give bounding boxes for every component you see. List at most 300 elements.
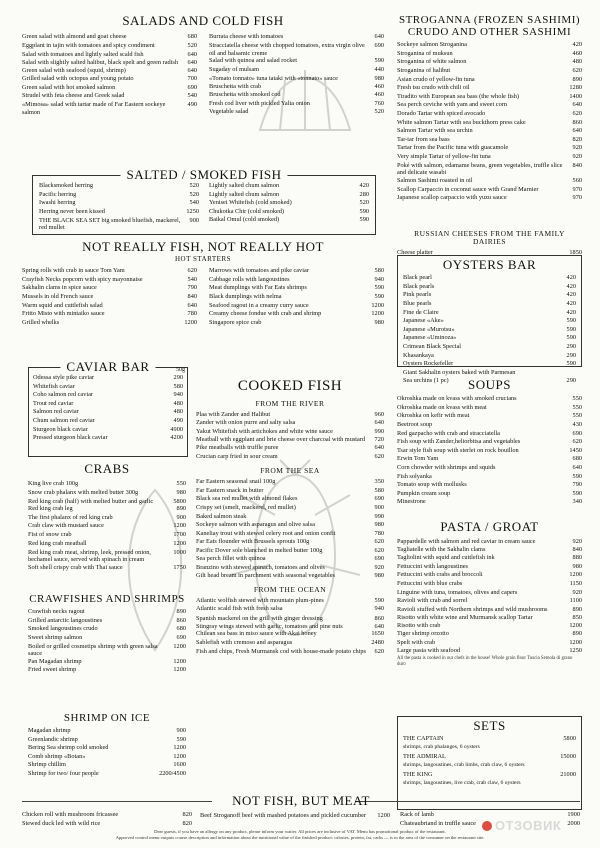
menu-item: [28, 642, 186, 657]
watermark: [482, 818, 561, 833]
menu-item-name: Okroshka made on kvass with smoked crucians: [397, 395, 517, 403]
menu-item-price: 550: [572, 412, 582, 420]
meat-mid-list: [200, 811, 390, 828]
menu-item-name: Sugaday of mulsam: [209, 65, 260, 73]
menu-item-price: 1200: [569, 621, 582, 629]
menu-item-name: «Mimosa» salad with tartar made of Far Eastern sockeye salmon: [22, 101, 166, 116]
menu-item: [397, 438, 582, 447]
menu-item-name: Blacksmoked herring: [39, 182, 94, 189]
menu-item: [403, 360, 576, 369]
menu-item: [28, 505, 186, 514]
salted-left-list: [39, 182, 199, 232]
menu-item: [28, 770, 186, 779]
menu-item-name: Cabbage rolls with langoustines: [209, 275, 290, 283]
sets-title: SETS: [473, 718, 506, 733]
menu-item-name: Sablefish with cremoso and asparagus: [196, 639, 293, 647]
menu-item-name: Seafood ragout in a creamy curry sauce: [209, 301, 309, 309]
menu-item-name: Crucian carp fried in sour cream: [196, 452, 278, 460]
menu-item: [28, 744, 186, 753]
menu-item-name: Stroganina of white salmon: [397, 58, 467, 66]
menu-item-price: 640: [187, 58, 197, 66]
menu-item-name: Warm squid and cuttlefish salad: [22, 301, 103, 309]
menu-item: [397, 421, 582, 430]
menu-item-price: 550: [572, 403, 582, 411]
menu-item: [397, 177, 582, 186]
menu-item-name: Erwin Tom Yam: [397, 455, 439, 463]
menu-item-price: 690: [374, 495, 384, 503]
menu-item-name: Sweet shrimp salmon: [28, 633, 83, 641]
menu-item-name: Green salad with seafood (squid, shrimp): [22, 66, 126, 74]
pasta-section: [397, 520, 582, 667]
menu-item: [209, 276, 384, 285]
menu-item-price: 1200: [173, 642, 186, 650]
menu-item-price: 640: [572, 127, 582, 135]
soups-title: SOUPS: [468, 377, 511, 392]
menu-item-name: Dorado Tartar with spiced avocado: [397, 109, 486, 117]
set-item-description: shrimps, langoustines, crab limbs, crab claw, 6 oysters: [403, 761, 525, 768]
menu-item-name: Fish soup with Zander,heliorbitsa and vegetables: [397, 438, 521, 446]
menu-item-name: Bruschetta with smoked cod: [209, 91, 281, 99]
menu-item-price: 700: [187, 75, 197, 83]
menu-item-name: Boiled or grilled cosmetips shrimp with green salsa sauce: [28, 642, 158, 658]
menu-item: [209, 108, 384, 117]
menu-item-name: Magadan shrimp: [28, 727, 71, 735]
ocean-list: [196, 597, 384, 656]
menu-item: [196, 605, 384, 614]
shrimp-ice-list: [28, 727, 186, 779]
salted-right-list: [209, 182, 369, 232]
menu-item-name: Pappardelle with salmon and red caviar in cream sauce: [397, 537, 536, 545]
menu-item: [22, 284, 197, 293]
menu-item-name: Branzino with stewed spinach, tomatoes and olives: [196, 563, 325, 571]
menu-item-name: Fresh tsu crudo with chili oil: [397, 84, 470, 92]
menu-item-name: Pressed sturgeon black caviar: [33, 434, 108, 442]
sets-list: [398, 733, 581, 786]
menu-item-name: Fettuccini with crabs and broccoli: [397, 571, 483, 579]
menu-item: [403, 317, 576, 326]
menu-item-price: 520: [189, 190, 199, 198]
menu-item-name: Grilled whelks: [22, 318, 60, 326]
menu-item: [22, 42, 197, 50]
menu-item-name: Chilean sea bass in miso sauce with Akai honey: [196, 630, 317, 638]
menu-item: [209, 91, 384, 100]
menu-item: [33, 383, 183, 392]
menu-item-name: Rack of lamb: [400, 811, 434, 819]
menu-item: [22, 267, 197, 276]
menu-item-name: Stingray wings stewed with garlic, tomatoes and pine nuts: [196, 622, 343, 630]
menu-item-price: 620: [374, 547, 384, 555]
menu-item-name: Giant Sakhalin oysters baked with Parmesan: [403, 368, 516, 376]
menu-item: [28, 753, 186, 762]
menu-item: [403, 300, 576, 309]
menu-item-name: Sea urchins (1 pc): [403, 377, 449, 385]
menu-item-price: 580: [374, 486, 384, 494]
menu-item-name: Whitefish caviar: [33, 382, 75, 390]
menu-item: [397, 490, 582, 499]
pasta-list: [397, 537, 582, 656]
menu-item-price: 890: [572, 605, 582, 613]
menu-item-name: Kaneliay trout with stewed celery root and onion confit: [196, 530, 336, 538]
menu-item-price: 340: [572, 498, 582, 506]
menu-item-name: Risotto with white wine and Murmansk scallop Tartar: [397, 613, 533, 621]
menu-item-name: Herring never been kissed: [39, 207, 105, 215]
menu-item: [196, 547, 384, 555]
menu-item-name: Trout red caviar: [33, 399, 74, 407]
menu-item-name: Green salad with hot smoked salmon: [22, 83, 116, 91]
crabs-section: [28, 462, 186, 572]
menu-item-name: Green salad with almond and goat cheese: [22, 33, 127, 41]
menu-item-price: 2480: [371, 639, 384, 647]
menu-item-price: 900: [176, 513, 186, 521]
caviar-unit: 50g: [176, 367, 185, 373]
menu-item-price: 5800: [563, 735, 576, 743]
menu-item-price: 490: [187, 101, 197, 109]
menu-item-name: Crimean Black Special: [403, 343, 462, 351]
stroganina-subtitle: CRUDO AND OTHER SASHIMI: [407, 26, 572, 39]
menu-item-price: 920: [572, 152, 582, 160]
menu-item: [28, 489, 186, 497]
menu-item-price: 970: [572, 193, 582, 201]
menu-item: [209, 199, 369, 208]
menu-item-name: Minestrone: [397, 498, 426, 506]
menu-item: [397, 622, 582, 631]
menu-item-price: 1450: [569, 446, 582, 454]
set-item: [403, 735, 576, 750]
menu-item: [28, 634, 186, 643]
menu-item-name: Fettuccini with blue crabs: [397, 579, 463, 587]
menu-item-price: 540: [189, 199, 199, 207]
menu-item: [196, 530, 384, 538]
menu-item-name: Fresh cod liver with pickled Yalta onion: [209, 99, 310, 107]
menu-item-name: Okroshka made on kvass with meat: [397, 403, 487, 411]
menu-item-price: 21000: [560, 771, 576, 779]
menu-item-price: 940: [374, 275, 384, 283]
menu-item-name: Snow crab phalanx with melted butter 300g: [28, 489, 139, 497]
menu-item-name: Greenlandic shrimp: [28, 735, 78, 743]
menu-item-name: Pacific herring: [39, 190, 77, 198]
menu-item-price: 820: [182, 811, 192, 819]
menu-item: [403, 274, 576, 283]
menu-item-price: 1700: [173, 531, 186, 539]
watermark-logo-icon: [482, 821, 492, 831]
menu-item: [28, 522, 186, 531]
menu-item-price: 760: [374, 99, 384, 107]
menu-item-name: Smoked langoustines crudo: [28, 625, 98, 633]
menu-item: [403, 352, 576, 361]
menu-item: [403, 771, 576, 780]
menu-item-price: 420: [566, 300, 576, 308]
menu-item: [397, 136, 582, 145]
menu-item: [28, 736, 186, 745]
menu-item-name: Stroganina of halibut: [397, 66, 451, 74]
menu-item-price: 420: [566, 291, 576, 299]
menu-item: [209, 191, 369, 200]
menu-item-price: 590: [566, 334, 576, 342]
menu-item-price: 290: [566, 377, 576, 385]
menu-item-name: Atlantic wolfish stewed with mountain plum-pines: [196, 596, 324, 604]
menu-item-price: 840: [572, 545, 582, 553]
menu-item-name: Sockeye salmon Stroganina: [397, 41, 467, 49]
menu-item: [22, 84, 197, 93]
menu-item-price: 640: [187, 50, 197, 58]
menu-item-price: 890: [572, 75, 582, 83]
menu-item: [397, 473, 582, 482]
menu-item: [39, 199, 199, 208]
hot-starters-right-list: [209, 267, 384, 327]
menu-item-name: Tiradito with European sea bass (the whole fish): [397, 92, 520, 100]
menu-item: [196, 648, 384, 656]
menu-item-price: 680: [176, 625, 186, 633]
menu-item-name: Stewed duck led with wild rice: [22, 819, 101, 827]
menu-item: [22, 302, 197, 311]
menu-item-price: 520: [359, 199, 369, 207]
hot-starters-section: [22, 240, 384, 327]
menu-item-price: 680: [572, 455, 582, 463]
menu-item: [33, 408, 183, 417]
menu-item-name: THE ADMIRAL: [403, 753, 446, 761]
soups-list: [397, 395, 582, 507]
menu-item: [209, 83, 384, 92]
menu-item-price: 2200/4500: [159, 770, 186, 778]
menu-item-price: 580: [173, 382, 183, 390]
meat-left-list: [22, 811, 192, 828]
menu-item-price: 1280: [569, 84, 582, 92]
menu-item-price: 880: [572, 554, 582, 562]
menu-item-name: Black dumplings with nelma: [209, 293, 282, 301]
menu-item-price: 420: [566, 282, 576, 290]
menu-item: [209, 100, 384, 109]
menu-item-price: 590: [374, 596, 384, 604]
menu-item: [397, 404, 582, 413]
menu-item: [397, 153, 582, 162]
menu-item-name: Soft shell crispy crab with Thai sauce: [28, 563, 123, 571]
menu-item: [397, 144, 582, 153]
menu-item: [28, 540, 186, 549]
salads-section: [22, 14, 384, 117]
menu-item-price: 1650: [371, 630, 384, 638]
menu-item: [196, 513, 384, 522]
menu-item-name: Gilt head bream in parchment with seasonal vegetables: [196, 572, 336, 580]
menu-item-price: 980: [374, 572, 384, 580]
menu-item-name: Lightly salted chum salmon: [209, 182, 280, 189]
menu-item: [196, 419, 384, 428]
crabs-title: CRABS: [84, 461, 130, 476]
menu-item-price: 5800: [173, 497, 186, 505]
menu-item-name: Yenisei Whitefish (cold smoked): [209, 199, 292, 207]
menu-item-price: 1200: [371, 301, 384, 309]
menu-item: [196, 563, 384, 571]
menu-item-price: 590: [374, 293, 384, 301]
menu-item: [397, 639, 582, 648]
menu-item-name: Fried sweet shrimp: [28, 666, 77, 674]
menu-item-price: 440: [374, 65, 384, 73]
menu-item: [196, 622, 384, 630]
menu-item: [209, 33, 384, 42]
sea-list: [196, 478, 384, 580]
menu-item: [397, 605, 582, 613]
menu-item-name: Chicken roll with mushroom fricassee: [22, 811, 119, 819]
menu-item-price: 640: [572, 101, 582, 109]
menu-item-price: 350: [374, 478, 384, 486]
river-title: FROM THE RIVER: [255, 398, 325, 408]
menu-item-price: 640: [374, 444, 384, 452]
menu-item-price: 540: [187, 275, 197, 283]
footer-line-1: Dear guests, if you have an allergy on any product, please inform your waiter. All prices are inclusive of VAT. Menu has promotional product of the restaurant.: [154, 829, 446, 834]
menu-item-name: Fist of snow crab: [28, 531, 72, 539]
menu-item-name: Japanese scallop carpaccio with yuzu sauce: [397, 193, 507, 201]
salted-title: SALTED / SMOKED FISH: [120, 168, 287, 182]
menu-item-name: Tiger shrimp orzotto: [397, 630, 449, 638]
menu-item-price: 420: [566, 308, 576, 316]
menu-item-name: The first phalanx of red king crab: [28, 513, 113, 521]
menu-item-name: Red king crab (half) with melted butter and garlic: [28, 497, 154, 505]
menu-item-name: White salmon Tartar with sea buckthorn press cake: [397, 118, 526, 126]
menu-item: [209, 216, 369, 225]
menu-item: [403, 326, 576, 335]
menu-item-price: 590: [374, 284, 384, 292]
menu-item-name: Grilled antarctic langoustines: [28, 616, 103, 624]
menu-item-name: Japanese «Ake»: [403, 317, 444, 325]
menu-item: [397, 571, 582, 580]
menu-item-name: Black pearls: [403, 282, 435, 290]
menu-item-name: Asian crudo of yellow-fin tuna: [397, 75, 475, 83]
menu-item-price: 4200: [170, 434, 183, 442]
menu-item-price: 550: [572, 395, 582, 403]
menu-item: [33, 400, 183, 409]
menu-item-name: Pike meatballs with truffle puree: [196, 444, 279, 452]
menu-item-name: Black sea red mullet with almond flakes: [196, 495, 298, 503]
menu-item: [397, 50, 582, 59]
hot-starters-title: NOT REALLY FISH, NOT REALLY HOT: [82, 239, 324, 254]
menu-item: [28, 617, 186, 626]
menu-item-price: 890: [176, 608, 186, 616]
menu-item-price: 1200: [173, 522, 186, 530]
soups-section: [397, 378, 582, 507]
menu-item-price: 640: [374, 419, 384, 427]
menu-item: [28, 666, 186, 675]
stroganina-section: [397, 14, 582, 202]
salads-left-list: [22, 33, 197, 117]
menu-item-name: Chateaubriand in truffle sauce: [400, 819, 476, 827]
menu-item-name: THE CAPTAIN: [403, 735, 444, 743]
menu-item-price: 940: [374, 605, 384, 613]
menu-item-price: 890: [176, 505, 186, 513]
menu-item-price: 580: [374, 267, 384, 275]
menu-item-name: Plaa with Zander and Halibut: [196, 410, 271, 418]
menu-item: [403, 334, 576, 343]
menu-item-name: Beef Stroganoff beef with mashed potatoes and pickled cucumber: [200, 811, 366, 819]
menu-item-price: 540: [187, 92, 197, 100]
menu-item-name: Baikal Omul (cold smoked): [209, 216, 280, 224]
menu-item-price: 620: [572, 66, 582, 74]
menu-item: [397, 127, 582, 136]
menu-item: [397, 58, 582, 67]
menu-item: [397, 546, 582, 555]
menu-item: [209, 182, 369, 191]
menu-item-price: 720: [374, 436, 384, 444]
menu-item-name: Meatball with eggplant and brie cheese over charcoal with mustard: [196, 436, 366, 444]
menu-item-name: Eggplant in tajin with tomatoes and spicy condiment: [22, 42, 155, 50]
menu-item: [397, 613, 582, 621]
menu-item-price: 690: [572, 429, 582, 437]
menu-item: [397, 481, 582, 490]
menu-item-name: Vegetable salad: [209, 108, 249, 116]
menu-item: [209, 293, 384, 302]
menu-item-name: Fine de Claire: [403, 308, 439, 316]
menu-item-price: 940: [173, 391, 183, 399]
menu-item: [196, 630, 384, 639]
menu-item-price: 860: [374, 614, 384, 622]
menu-item: [397, 455, 582, 464]
menu-item-price: 290: [566, 343, 576, 351]
menu-item: [39, 208, 199, 217]
menu-item-name: Yakut Whitefish with artichokes and white wine sauce: [196, 428, 333, 436]
menu-item-name: Shrimp chillim: [28, 761, 66, 769]
menu-item-name: Pacific Dover sole blanched in melted butter 100g: [196, 547, 323, 555]
menu-item: [33, 426, 183, 435]
oysters-title: OYSTERS BAR: [442, 257, 537, 272]
caviar-title: CAVIAR BAR: [60, 360, 155, 374]
menu-item: [28, 564, 186, 573]
menu-item-name: Far Eastern seasonal snail 100g: [196, 478, 276, 486]
meat-title: NOT FISH, BUT MEAT: [232, 793, 370, 808]
menu-item-price: 590: [374, 57, 384, 65]
menu-item-price: 1200: [173, 752, 186, 760]
menu-item-name: Chum salmon red caviar: [33, 416, 95, 424]
menu-item-price: 1200: [173, 666, 186, 674]
menu-item-price: 680: [187, 33, 197, 41]
menu-item-price: 780: [187, 310, 197, 318]
menu-item-price: 490: [173, 416, 183, 424]
menu-item-name: Fish solyanka: [397, 472, 432, 480]
menu-item-name: Scallop Carpaccio in coconut sauce with Grand Marnier: [397, 186, 539, 193]
menu-item-name: THE BLACK SEA SET big smoked bluefish, mackerel, red mullet: [39, 216, 181, 232]
menu-item: [196, 453, 384, 462]
menu-item-price: 480: [173, 399, 183, 407]
menu-item-name: Salmon red caviar: [33, 408, 79, 416]
menu-item-name: Oysters Rockefeller: [403, 360, 454, 368]
menu-item: [33, 434, 183, 443]
menu-item-price: 430: [572, 421, 582, 429]
menu-item-price: 620: [572, 438, 582, 446]
menu-item: [22, 820, 192, 829]
menu-item: [397, 588, 582, 596]
menu-item-price: 890: [572, 630, 582, 638]
menu-item-price: 560: [572, 176, 582, 184]
menu-item-price: 920: [572, 588, 582, 596]
menu-item-price: 1200: [377, 811, 390, 819]
cooked-fish-section: [196, 378, 384, 656]
menu-item: [22, 58, 197, 66]
stroganina-title: STROGANNA (FROZEN SASHIMI): [398, 14, 581, 26]
menu-item: [28, 761, 186, 770]
menu-item: [196, 521, 384, 530]
menu-item: [209, 310, 384, 319]
menu-item: [28, 727, 186, 736]
menu-item-price: 15000: [560, 753, 576, 761]
menu-item-price: 860: [176, 616, 186, 624]
menu-item-price: 590: [566, 325, 576, 333]
cheese-section: [397, 230, 582, 257]
menu-item-name: Fettuccini with langoustines: [397, 562, 469, 570]
menu-item-price: 920: [572, 144, 582, 152]
crawfish-title: CRAWFISHES AND SHRIMPS: [29, 593, 185, 605]
menu-item-price: 620: [572, 109, 582, 117]
menu-item: [397, 194, 582, 203]
menu-item-price: 1200: [173, 657, 186, 665]
menu-item-name: Tsar style fish soup with sterlet on rock bouillon: [397, 446, 519, 454]
menu-item-name: Pan Magadan shrimp: [28, 657, 82, 665]
